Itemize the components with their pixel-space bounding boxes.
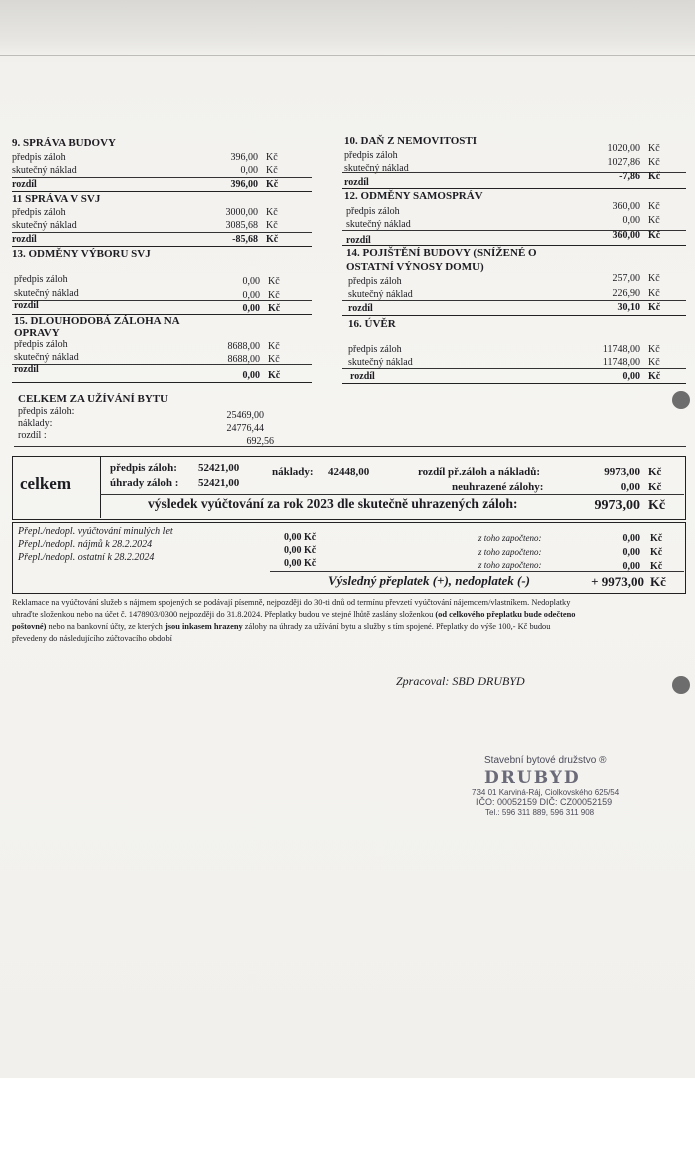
currency-label: Kč bbox=[648, 466, 662, 478]
currency-label: Kč bbox=[648, 171, 661, 182]
section-10-row-label: skutečný náklad bbox=[344, 163, 409, 174]
prepl-row-value: 0,00 Kč bbox=[284, 532, 317, 543]
section-14-row-label: předpis záloh bbox=[348, 276, 402, 287]
notice-line-3 bbox=[12, 622, 550, 631]
section-9-rozdil: 396,00 bbox=[230, 179, 258, 190]
usage-title: CELKEM ZA UŽÍVÁNÍ BYTU bbox=[18, 393, 169, 405]
currency-label: Kč bbox=[268, 276, 280, 287]
section-13-rozdil: 0,00 bbox=[242, 303, 260, 314]
section-16-predpis: 11748,00 bbox=[602, 344, 640, 355]
notice-line-4: převedeny do následujícího zúčtovacího období bbox=[12, 634, 173, 643]
section-13-row-label: předpis záloh bbox=[14, 274, 68, 285]
currency-label: Kč bbox=[648, 273, 660, 284]
total-uhrady-label: úhrady záloh : bbox=[110, 477, 179, 489]
stamp-line-4: Tel.: 596 311 889, 596 311 908 bbox=[485, 808, 595, 817]
section-9-row-label: předpis záloh bbox=[12, 152, 66, 163]
section-11-rozdil: -85,68 bbox=[232, 234, 258, 245]
total-box-rule bbox=[100, 494, 684, 495]
total-uhrady-value: 52421,00 bbox=[198, 477, 240, 489]
usage-row-label: náklady: bbox=[18, 418, 53, 429]
section-15-title: 15. DLOUHODOBÁ ZÁLOHA NA bbox=[14, 315, 180, 327]
total-box-divider bbox=[100, 456, 101, 518]
section-divider bbox=[12, 191, 312, 192]
prepl-zapocteno-value: 0,00 bbox=[622, 561, 640, 572]
processed-by: Zpracoval: SBD DRUBYD bbox=[396, 674, 525, 688]
currency-label: Kč bbox=[648, 215, 660, 226]
row-divider bbox=[12, 300, 312, 301]
currency-label: Kč bbox=[266, 207, 278, 218]
currency-label: Kč bbox=[648, 498, 666, 513]
currency-label: Kč bbox=[650, 574, 666, 589]
section-15-predpis: 8688,00 bbox=[227, 341, 260, 352]
total-label: celkem bbox=[20, 474, 71, 493]
total-predpis-value: 52421,00 bbox=[198, 462, 240, 474]
currency-label: Kč bbox=[650, 533, 663, 544]
section-14-title: OSTATNÍ VÝNOSY DOMU) bbox=[346, 261, 484, 273]
section-14-predpis: 257,00 bbox=[612, 273, 640, 284]
section-11-title: 11 SPRÁVA V SVJ bbox=[12, 193, 101, 205]
section-10-predpis: 1020,00 bbox=[607, 143, 640, 154]
currency-label: Kč bbox=[648, 288, 660, 299]
section-9-row-label: skutečný náklad bbox=[12, 165, 77, 176]
currency-label: Kč bbox=[268, 341, 280, 352]
section-16-naklad: 11748,00 bbox=[602, 357, 640, 368]
section-13-naklad: 0,00 bbox=[242, 290, 260, 301]
notice-bold-text: poštovné) bbox=[12, 622, 47, 631]
section-11-predpis: 3000,00 bbox=[225, 207, 258, 218]
section-13-row-label: rozdíl bbox=[14, 300, 39, 311]
section-14-row-label: rozdíl bbox=[348, 303, 373, 314]
total-neuhrazene-value: 0,00 bbox=[620, 481, 640, 493]
section-14-naklad: 226,90 bbox=[612, 288, 640, 299]
section-11-row-label: rozdíl bbox=[12, 234, 37, 245]
notice-line-1: Reklamace na vyúčtování služeb s nájmem spojených se podávají písemně, nejpozději do 30-ti dnů od termínu převzetí vyúčtování nájemcem/vlastníkem. Nedoplatky bbox=[12, 598, 571, 607]
total-predpis-label: předpis záloh: bbox=[110, 462, 177, 474]
prepl-zapocteno-value: 0,00 bbox=[622, 547, 640, 558]
section-15-title: OPRAVY bbox=[14, 327, 60, 339]
section-16-title: 16. ÚVĚR bbox=[348, 318, 396, 330]
section-9-predpis: 396,00 bbox=[230, 152, 258, 163]
notice-line-2 bbox=[12, 610, 575, 619]
currency-label: Kč bbox=[648, 302, 661, 313]
section-10-row-label: rozdíl bbox=[344, 177, 369, 188]
notice-bold-text: (od celkového přeplatku bude odečteno bbox=[435, 610, 576, 619]
section-10-title: 10. DAŇ Z NEMOVITOSTI bbox=[344, 135, 478, 147]
section-divider bbox=[12, 382, 312, 383]
stamp-line-3: IČO: 00052159 DIČ: CZ00052159 bbox=[476, 797, 613, 807]
prepl-zapocteno-label: z toho započteno: bbox=[478, 560, 542, 570]
stamp-line-2: 734 01 Karviná-Ráj, Ciolkovského 625/54 bbox=[472, 788, 620, 797]
notice-text: nebo na bankovní účty, ze kterých bbox=[48, 622, 163, 631]
section-divider bbox=[342, 188, 686, 189]
result-label: Výsledný přeplatek (+), nedoplatek (-) bbox=[328, 573, 531, 588]
currency-label: Kč bbox=[266, 165, 278, 176]
section-11-naklad: 3085,68 bbox=[225, 220, 258, 231]
currency-label: Kč bbox=[648, 371, 661, 382]
section-11-row-label: předpis záloh bbox=[12, 207, 66, 218]
currency-label: Kč bbox=[648, 143, 660, 154]
section-15-rozdil: 0,00 bbox=[242, 370, 260, 381]
section-16-row-label: rozdíl bbox=[350, 371, 375, 382]
notice-bold-text: jsou inkasem hrazeny bbox=[164, 622, 243, 631]
section-15-naklad: 8688,00 bbox=[227, 354, 260, 365]
row-divider bbox=[342, 300, 686, 301]
section-16-rozdil: 0,00 bbox=[622, 371, 640, 382]
prepl-zapocteno-value: 0,00 bbox=[622, 533, 640, 544]
prepl-row-value: 0,00 Kč bbox=[284, 558, 317, 569]
usage-predpis: 25469,00 bbox=[226, 410, 264, 421]
section-10-row-label: předpis záloh bbox=[344, 150, 398, 161]
section-12-rozdil: 360,00 bbox=[612, 230, 640, 241]
page-fold-line bbox=[0, 55, 695, 56]
prepl-zapocteno-label: z toho započteno: bbox=[478, 533, 542, 543]
currency-label: Kč bbox=[266, 234, 279, 245]
usage-naklady: 24776,44 bbox=[226, 423, 264, 434]
stamp-line-1: Stavební bytové družstvo ® bbox=[484, 755, 607, 766]
notice-text: zálohy na úhrady za užívání bytu a služby s tím spojené. Přeplatky do výše 100,- Kč budou bbox=[244, 622, 551, 631]
stamp-logo: DRUBYD bbox=[484, 768, 581, 788]
section-9-row-label: rozdíl bbox=[12, 179, 37, 190]
overpayment-rule bbox=[270, 571, 684, 572]
currency-label: Kč bbox=[266, 152, 278, 163]
usage-row-label: rozdíl : bbox=[18, 430, 47, 441]
currency-label: Kč bbox=[268, 354, 280, 365]
usage-rozdil: 692,56 bbox=[246, 436, 274, 447]
currency-label: Kč bbox=[266, 220, 278, 231]
total-vysledek-label: výsledek vyúčtování za rok 2023 dle skutečně uhrazených záloh: bbox=[148, 496, 518, 511]
total-neuhrazene-label: neuhrazené zálohy: bbox=[452, 481, 544, 493]
currency-label: Kč bbox=[648, 201, 660, 212]
total-rozdil-value: 9973,00 bbox=[604, 466, 640, 478]
currency-label: Kč bbox=[268, 290, 280, 301]
currency-label: Kč bbox=[648, 481, 662, 493]
section-13-predpis: 0,00 bbox=[242, 276, 260, 287]
usage-row-label: předpis záloh: bbox=[18, 406, 75, 417]
section-9-title: 9. SPRÁVA BUDOVY bbox=[12, 137, 117, 149]
currency-label: Kč bbox=[268, 370, 281, 381]
prepl-row-label: Přepl./nedopl. nájmů k 28.2.2024 bbox=[18, 539, 153, 550]
section-14-rozdil: 30,10 bbox=[617, 302, 640, 313]
page-fold-shadow bbox=[0, 0, 695, 55]
section-12-row-label: rozdíl bbox=[346, 235, 371, 246]
usage-divider bbox=[14, 446, 686, 447]
total-naklady-value: 42448,00 bbox=[328, 466, 370, 478]
currency-label: Kč bbox=[268, 303, 281, 314]
notice-text: uhraďte složenkou nebo na účet č. 1478903/0300 nejpozději do 31.8.2024. Přeplatky budou ve stejné lhůtě zaslány složenkou bbox=[12, 610, 434, 619]
section-11-row-label: skutečný náklad bbox=[12, 220, 77, 231]
currency-label: Kč bbox=[650, 547, 663, 558]
total-rozdil-label: rozdíl př.záloh a nákladů: bbox=[418, 466, 541, 478]
section-divider bbox=[12, 246, 312, 247]
prepl-zapocteno-label: z toho započteno: bbox=[478, 547, 542, 557]
row-divider bbox=[12, 232, 312, 233]
row-divider bbox=[342, 368, 686, 369]
section-12-row-label: skutečný náklad bbox=[346, 219, 411, 230]
section-12-naklad: 0,00 bbox=[622, 215, 640, 226]
section-divider bbox=[342, 315, 686, 316]
section-13-row-label: skutečný náklad bbox=[14, 288, 79, 299]
section-12-row-label: předpis záloh bbox=[346, 206, 400, 217]
prepl-row-label: Přepl./nedopl. vyúčtování minulých let bbox=[18, 526, 173, 537]
section-15-row-label: předpis záloh bbox=[14, 339, 68, 350]
total-vysledek-value: 9973,00 bbox=[594, 498, 640, 513]
result-value: + 9973,00 bbox=[591, 574, 644, 589]
row-divider bbox=[12, 177, 312, 178]
currency-label: Kč bbox=[650, 561, 663, 572]
section-10-rozdil: -7,86 bbox=[619, 171, 640, 182]
punch-hole bbox=[672, 676, 690, 694]
punch-hole bbox=[672, 391, 690, 409]
total-naklady-label: náklady: bbox=[272, 466, 314, 478]
prepl-row-label: Přepl./nedopl. ostatní k 28.2.2024 bbox=[18, 552, 155, 563]
section-divider bbox=[342, 245, 686, 246]
section-13-title: 13. ODMĚNY VÝBORU SVJ bbox=[12, 248, 151, 260]
section-divider bbox=[342, 383, 686, 384]
section-14-row-label: skutečný náklad bbox=[348, 289, 413, 300]
section-16-row-label: předpis záloh bbox=[348, 344, 402, 355]
section-10-naklad: 1027,86 bbox=[607, 157, 640, 168]
section-9-naklad: 0,00 bbox=[240, 165, 258, 176]
currency-label: Kč bbox=[648, 357, 660, 368]
currency-label: Kč bbox=[266, 179, 279, 190]
section-15-row-label: rozdíl bbox=[14, 364, 39, 375]
row-divider bbox=[12, 364, 312, 365]
section-15-row-label: skutečný náklad bbox=[14, 352, 79, 363]
prepl-row-value: 0,00 Kč bbox=[284, 545, 317, 556]
section-16-row-label: skutečný náklad bbox=[348, 357, 413, 368]
currency-label: Kč bbox=[648, 230, 661, 241]
currency-label: Kč bbox=[648, 157, 660, 168]
section-14-title: 14. POJIŠTĚNÍ BUDOVY (SNÍŽENÉ O bbox=[346, 247, 537, 259]
currency-label: Kč bbox=[648, 344, 660, 355]
section-12-title: 12. ODMĚNY SAMOSPRÁV bbox=[344, 190, 483, 202]
section-12-predpis: 360,00 bbox=[612, 201, 640, 212]
